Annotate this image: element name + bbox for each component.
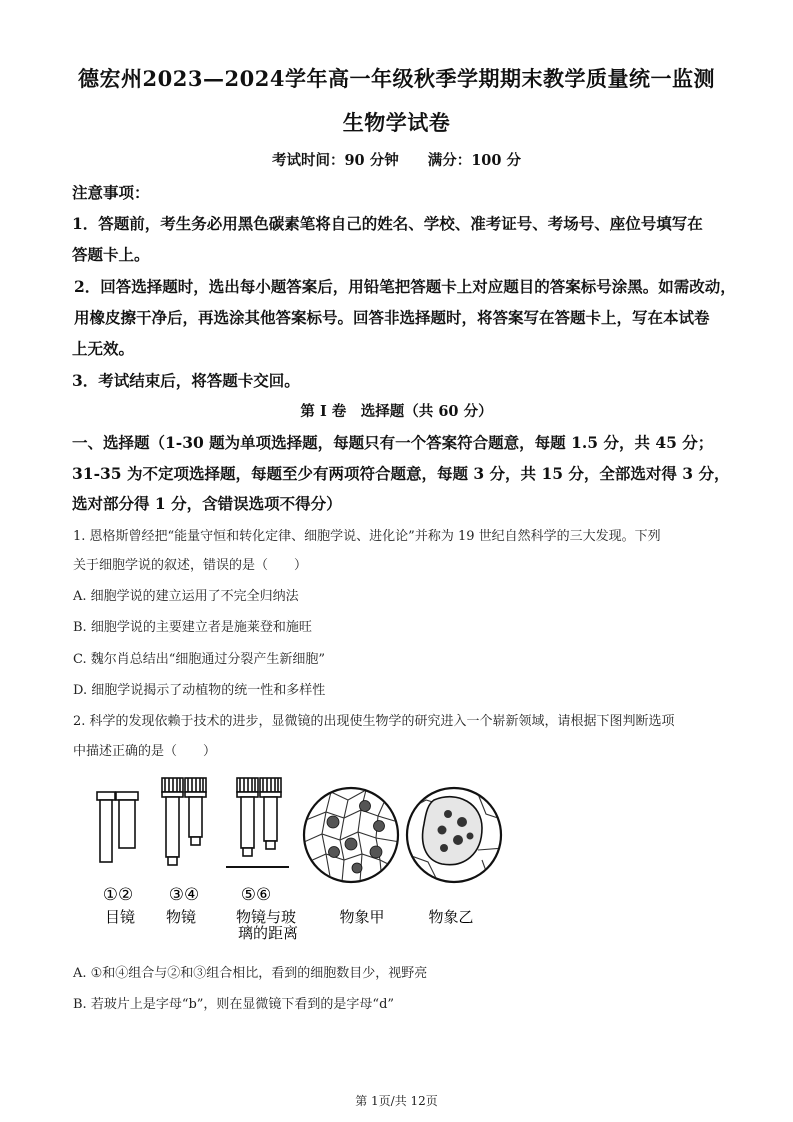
label-objective: 物镜 [165, 908, 197, 926]
section-title: 第 I 卷 选择题（共 60 分） [300, 403, 493, 420]
label-num-56: ⑤⑥ [240, 885, 272, 905]
section-instructions: 一、选择题（1-30 题为单项选择题，每题只有一个答案符合题意，每题 1.5 分，共 45 分； [72, 433, 714, 452]
label-distance-line2: 璃的距离 [237, 924, 299, 942]
objective-5-icon [237, 778, 258, 856]
q1-stem-cont: 关于细胞学说的叙述，错误的是（ ） [73, 558, 308, 573]
q2-option-b: B. 若玻片上是字母“b”，则在显微镜下看到的是字母“d” [73, 997, 395, 1012]
objective-4-icon [185, 778, 206, 845]
notice-item-1-cont: 答题卡上。 [72, 245, 150, 264]
notice-item-2: 2．回答选择题时，选出每小题答案后，用铅笔把答题卡上对应题目的答案标号涂黑。如需改动， [74, 277, 736, 296]
notice-item-2-end: 上无效。 [72, 339, 135, 358]
notice-item-1: 1．答题前，考生务必用黑色碳素笔将自己的姓名、学校、准考证号、考场号、座位号填写在 [72, 214, 703, 233]
label-num-12: ①② [102, 885, 134, 905]
field-of-view-a-icon [304, 788, 400, 882]
label-image-b: 物象乙 [428, 908, 474, 926]
page-number: 第 1页/共 12页 [355, 1094, 438, 1108]
q1-option-b: B. 细胞学说的主要建立者是施莱登和施旺 [73, 620, 312, 635]
q2-option-a: A. ①和④组合与②和③组合相比，看到的细胞数目少，视野亮 [73, 966, 428, 981]
exam-title: 德宏州2023—2024学年高一年级秋季学期期末教学质量统一监测 [78, 66, 715, 91]
label-num-34: ③④ [168, 885, 200, 905]
q1-option-c: C. 魏尔肖总结出“细胞通过分裂产生新细胞” [73, 652, 326, 667]
q1-option-a: A. 细胞学说的建立运用了不完全归纳法 [73, 589, 299, 604]
q1-stem: 1. 恩格斯曾经把“能量守恒和转化定律、细胞学说、进化论”并称为 19 世纪自然科学的三大发现。下列 [73, 529, 661, 544]
notice-heading: 注意事项： [72, 183, 150, 202]
eyepiece-1-icon [97, 792, 115, 862]
section-instructions-cont: 31-35 为不定项选择题，每题至少有两项符合题意，每题 3 分，共 15 分，全部选对得 3 分， [72, 464, 730, 483]
label-distance-line1: 物镜与玻 [235, 908, 297, 926]
notice-item-2-cont: 用橡皮擦干净后，再选涂其他答案标号。回答非选择题时，将答案写在答题卡上，写在本试卷 [74, 308, 710, 327]
exam-subtitle: 生物学试卷 [342, 110, 451, 135]
q2-stem-cont: 中描述正确的是（ ） [73, 744, 217, 759]
q2-stem: 2. 科学的发现依赖于技术的进步，显微镜的出现使生物学的研究进入一个崭新领域，请根据下图判断选项 [73, 714, 675, 729]
field-of-view-b-icon [406, 788, 504, 882]
q1-option-d: D. 细胞学说揭示了动植物的统一性和多样性 [73, 683, 326, 698]
label-image-a: 物象甲 [339, 908, 385, 926]
objective-3-icon [162, 778, 183, 865]
microscope-figure [86, 770, 506, 942]
objective-6-icon [260, 778, 281, 849]
eyepiece-2-icon [116, 792, 138, 848]
exam-info: 考试时间：90 分钟 满分：100 分 [271, 152, 522, 169]
label-eyepiece: 目镜 [104, 908, 136, 926]
notice-item-3: 3．考试结束后，将答题卡交回。 [72, 371, 300, 390]
section-instructions-end: 选对部分得 1 分，含错误选项不得分） [72, 494, 342, 513]
